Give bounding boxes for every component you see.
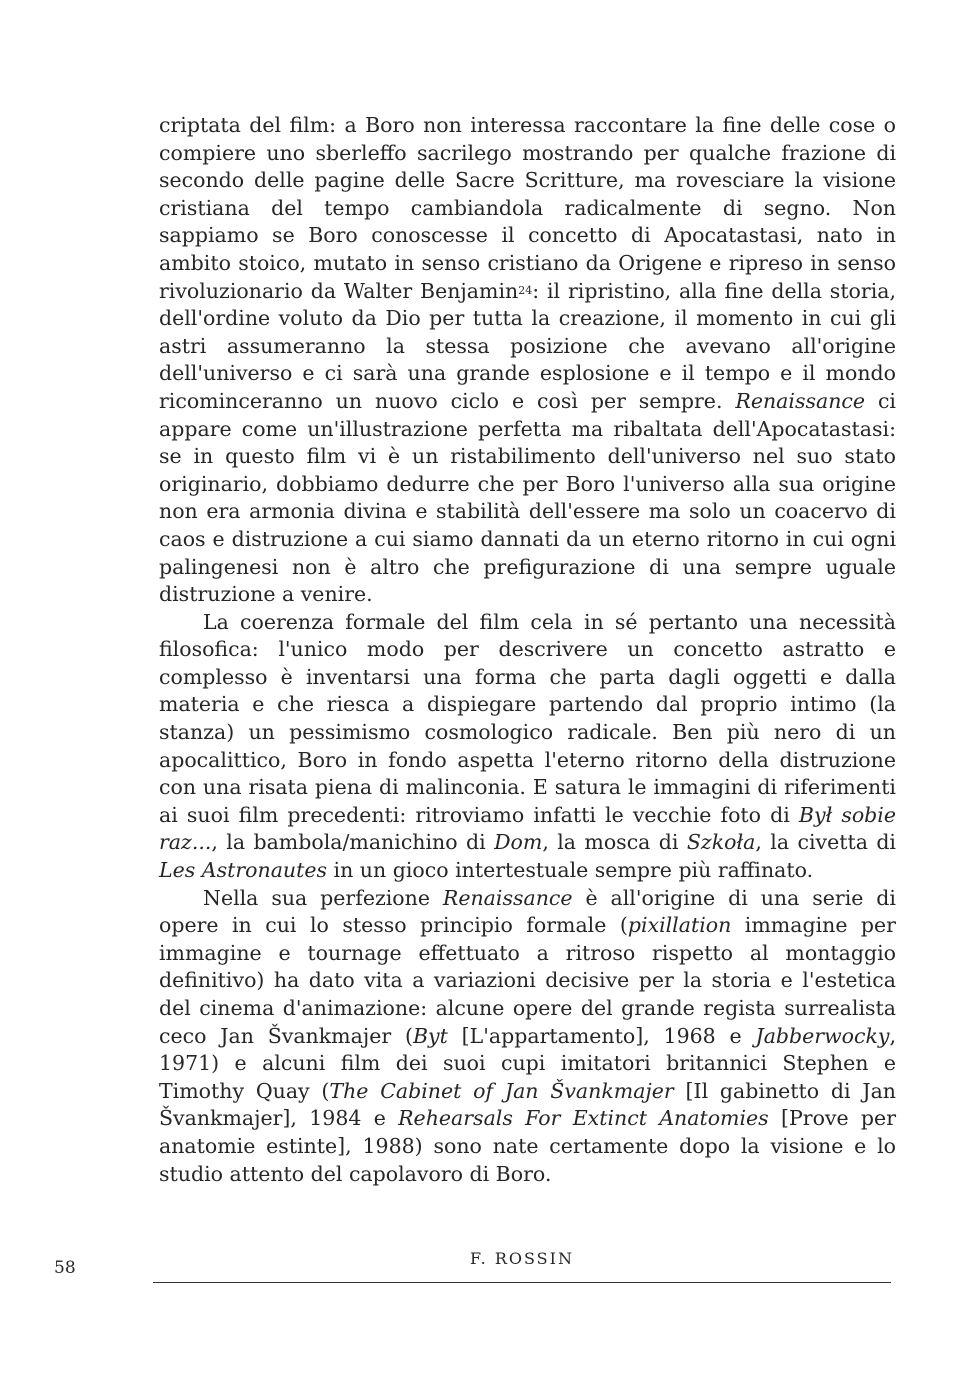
italic-title: Dom [494, 830, 543, 855]
text-run: criptata del film: a Boro non interessa raccontare la fine delle cose o compiere uno sberleffo sacrilego mostrando per qualche frazione di secondo delle pagine delle Sacre Scritture, ma rovesciare la visione cristiana del tempo cambiandola radicalmente di segno. Non sappiamo se Boro conoscesse il concetto di Apocatastasi, nato in ambito stoico, mutato in senso cristiano da Origene e ripreso in senso rivoluzionario da Walter Benjamin [159, 113, 896, 303]
text-run: , la civetta di [755, 830, 896, 855]
italic-title: Jabberwocky [755, 1023, 890, 1048]
text-run: : il ripristino, alla fine della storia, dell'ordine voluto da Dio per tutta la creazione, il momento in cui gli astri assumeranno la stessa posizione che avevano all'origine dell'universo e ci sarà una grande esplosione e il tempo e il mondo ricominceranno un nuovo ciclo e così per sempre. [159, 278, 896, 413]
text-run: , la mosca di [542, 830, 687, 855]
italic-title: The Cabinet of Jan Švankmajer [329, 1078, 674, 1103]
text-run: immagine per immagine e tournage effettuato a ritroso rispetto al montaggio definitivo) ha dato vita a variazioni decisive per la storia e l'estetica del cinema d'animazione: alcune opere del grande regista surrealista ceco Jan Švankmajer ( [159, 913, 896, 1048]
running-footer-author: F. ROSSIN [470, 1249, 574, 1268]
italic-title: Renaissance [735, 388, 866, 413]
italic-title: pixillation [627, 913, 732, 938]
text-run: Nella sua perfezione [203, 885, 443, 910]
text-run: , la bambola/manichino di [211, 830, 495, 855]
italic-title: Renaissance [442, 885, 573, 910]
italic-title: Szkoła [686, 830, 756, 855]
italic-title: Był sobie raz... [159, 802, 896, 855]
footer-rule [153, 1282, 891, 1283]
text-run: in un gioco intertestuale sempre più raffinato. [327, 858, 814, 883]
page-number: 58 [54, 1258, 76, 1278]
text-run: La coerenza formale del film cela in sé pertanto una necessità filosofica: l'unico modo per descrivere un concetto astratto e complesso è inventarsi una forma che parta dagli oggetti e dalla materia e che riesca a dispiegare partendo dal proprio intimo (la stanza) un pessimismo cosmologico radicale. Ben più nero di un apocalittico, Boro in fondo aspetta l'eterno ritorno della distruzione con una risata piena di malinconia. E satura le immagini di riferimenti ai suoi film precedenti: ritroviamo infatti le vecchie foto di [159, 609, 896, 827]
paragraph [159, 609, 896, 885]
text-run: è all'origine di una serie di opere in cui lo stesso principio formale ( [159, 885, 896, 938]
text-run: [L'appartamento], 1968 e [447, 1023, 756, 1048]
italic-title: Les Astronautes [159, 858, 328, 883]
text-run: ci appare come un'illustrazione perfetta ma ribaltata dell'Apocatastasi: se in questo film vi è un ristabilimento dell'universo nel suo stato originario, dobbiamo dedurre che per Boro l'universo alla sua origine non era armonia divina e stabilità dell'essere ma solo un coacervo di caos e distruzione a cui siamo dannati da un eterno ritorno in cui ogni palingenesi non è altro che prefigurazione di una sempre uguale distruzione a venire. [159, 388, 896, 607]
paragraph [159, 112, 896, 609]
text-run: , 1971) e alcuni film dei suoi cupi imitatori britannici Stephen e Timothy Quay ( [159, 1023, 897, 1103]
italic-title: Rehearsals For Extinct Anatomies [398, 1106, 769, 1131]
paragraph [159, 885, 896, 1189]
body-text [159, 112, 896, 1188]
text-run: [Prove per anatomie estinte], 1988) sono nate certamente dopo la visione e lo studio attento del capolavoro di Boro. [159, 1106, 896, 1186]
italic-title: Byt [412, 1023, 448, 1048]
footnote-reference: 24 [518, 283, 533, 297]
text-run: [Il gabinetto di Jan Švankmajer], 1984 e [159, 1078, 896, 1131]
